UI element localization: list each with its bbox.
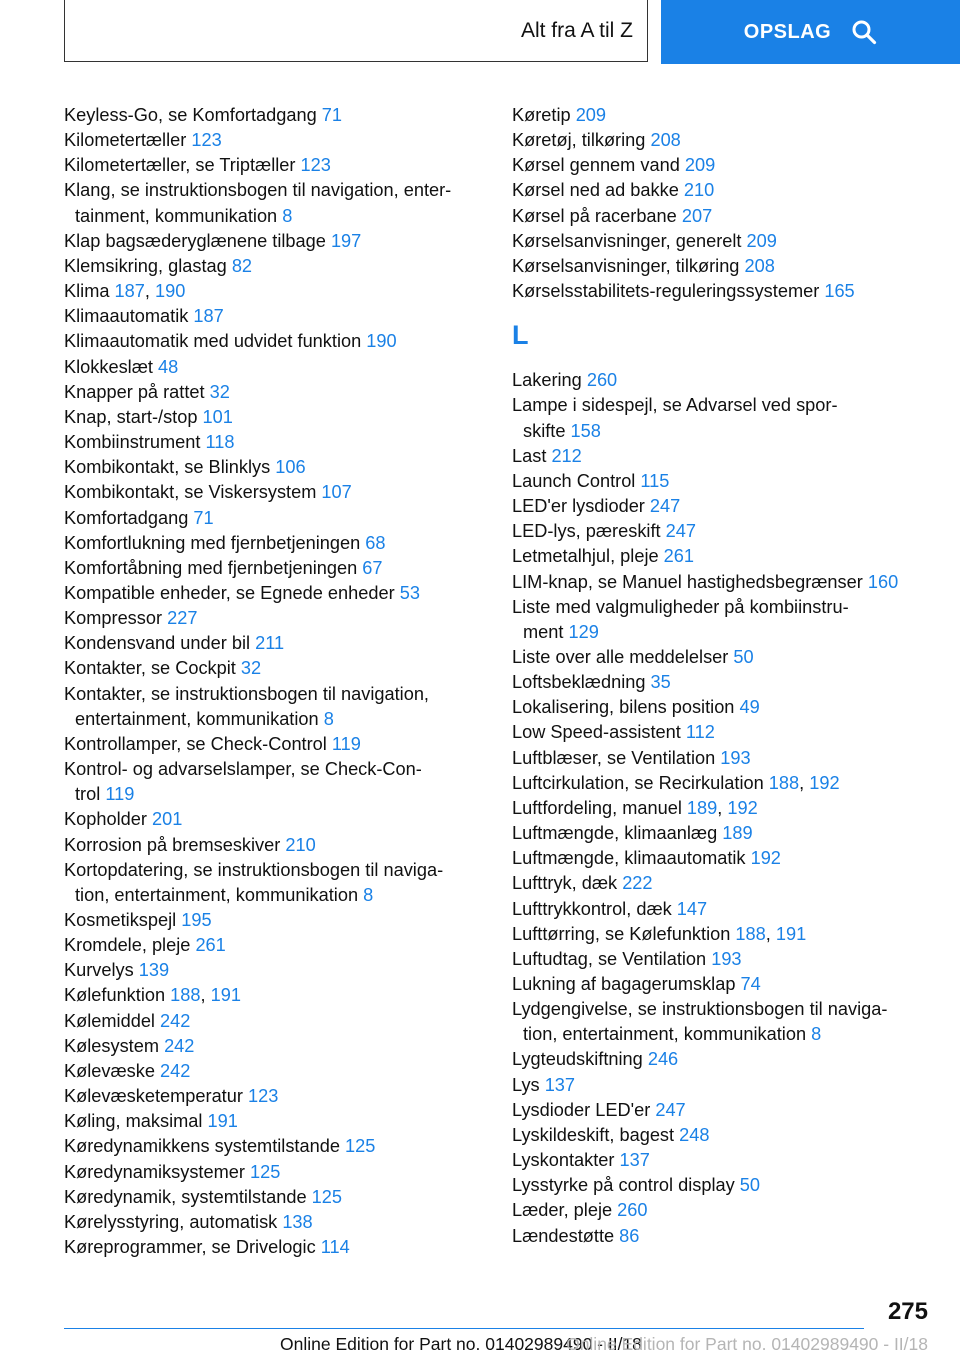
index-entry [64, 1160, 484, 1185]
page-reference-link[interactable]: 112 [685, 722, 715, 743]
section-letter-heading: L [512, 320, 529, 351]
index-entry [512, 1073, 932, 1098]
page-reference-link[interactable]: 49 [739, 697, 760, 718]
page-reference-link[interactable]: 74 [740, 974, 761, 994]
page-reference-link[interactable]: 147 [676, 898, 708, 919]
index-entry [512, 947, 932, 972]
index-entry-term: Kilometertæller [64, 130, 192, 151]
tab-search-label: OPSLAG [743, 20, 832, 43]
index-entry [64, 506, 484, 531]
index-entry [512, 469, 932, 494]
index-entry [64, 329, 484, 354]
page-reference-link[interactable]: 242 [160, 1010, 191, 1031]
index-entry-term: Kørselsanvisninger, generelt [512, 230, 747, 251]
page-reference-link[interactable]: 210 [285, 834, 316, 855]
index-entry-term: Liste over alle meddelelser [512, 646, 734, 667]
page-reference-link[interactable]: 106 [275, 457, 306, 478]
page-reference-link[interactable]: 114 [320, 1237, 350, 1258]
index-entry [512, 846, 932, 871]
edition-note: Online Edition for Part no. 01402989490 - II/18 [280, 1334, 642, 1354]
page-reference-link[interactable]: 118 [205, 432, 235, 453]
index-entry [512, 254, 932, 279]
index-entry-term: Komfortadgang [64, 507, 194, 528]
index-entry-term: Lygteudskiftning [512, 1049, 648, 1070]
index-entry [64, 933, 484, 958]
index-entry-term: Lyskildeskift, bagest [512, 1124, 680, 1145]
page-reference-link[interactable]: 192 [809, 772, 840, 793]
index-entry-term: Kølevæske [64, 1060, 161, 1081]
page-reference-link[interactable]: 189 [722, 823, 753, 844]
page-reference-link[interactable]: 119 [331, 733, 361, 754]
index-entry-term: tion, entertainment, kommunikation [523, 1024, 812, 1045]
index-entry [64, 229, 484, 254]
index-entry [512, 368, 932, 393]
page-reference-link[interactable]: 209 [575, 105, 607, 125]
page-reference-link[interactable]: 188 [170, 985, 201, 1006]
page-reference-link[interactable]: 165 [824, 281, 855, 302]
index-entry [512, 695, 932, 720]
index-entry [512, 997, 932, 1047]
index-entry-term: Kølevæsketemperatur [64, 1086, 248, 1107]
index-entry [512, 544, 932, 569]
index-entry [64, 1009, 484, 1034]
index-entry-term: Køling, maksimal [64, 1111, 208, 1132]
index-entry [512, 720, 932, 745]
index-entry-term: Luftfordeling, manuel [512, 797, 687, 818]
index-entry [64, 1134, 484, 1159]
index-entry-term: Kombiinstrument [64, 432, 206, 453]
page-reference-link[interactable]: 187 [114, 281, 145, 302]
index-entry [64, 254, 484, 279]
index-entry-term: LIM-knap, se Manuel hastighedsbegrænser [512, 571, 868, 592]
index-entry-term: Kromdele, pleje [64, 935, 196, 956]
index-entry-term: Loftsbeklædning [512, 672, 651, 693]
index-entry [512, 595, 932, 645]
tab-search[interactable] [661, 0, 960, 64]
index-entry-term: Kurvelys [64, 960, 139, 981]
index-entry [512, 1224, 932, 1249]
page-reference-link[interactable]: 107 [321, 482, 352, 503]
page-reference-link[interactable]: 86 [619, 1225, 640, 1246]
index-entry-term: tainment, kommunikation [75, 205, 283, 226]
page-reference-link[interactable]: 188 [735, 923, 766, 944]
index-column-right [512, 103, 932, 1249]
index-entry-term: Kølesystem [64, 1035, 165, 1056]
top-navigation [0, 0, 960, 66]
index-column-left [64, 103, 484, 1260]
index-entry-term: Klang, se instruktionsbogen til navigation, enter- [64, 180, 452, 201]
index-entry [512, 1198, 932, 1223]
page-reference-link[interactable]: 119 [105, 784, 135, 805]
page-reference-link[interactable]: 137 [619, 1150, 650, 1171]
index-entry [64, 908, 484, 933]
page-reference-link[interactable]: 189 [686, 797, 718, 818]
index-entry-term: LED-lys, pæreskift [512, 521, 666, 542]
index-entry [512, 821, 932, 846]
index-entry-term: Lufttrykkontrol, dæk [512, 898, 677, 919]
index-entry [512, 746, 932, 771]
index-entry-term: LED'er lysdioder [512, 496, 650, 517]
index-entry: Klima 187, 190 [64, 281, 186, 302]
footer-divider [64, 1328, 864, 1329]
page-reference-link[interactable]: 191 [210, 985, 241, 1006]
index-entry [512, 645, 932, 670]
page-reference-link[interactable]: 247 [665, 521, 696, 542]
index-entry-term: Kopholder [64, 809, 152, 830]
index-entry [64, 380, 484, 405]
index-entry [512, 393, 932, 443]
index-entry-term: trol [75, 784, 106, 805]
page-reference-link[interactable]: 32 [209, 381, 230, 402]
page-reference-link[interactable]: 192 [750, 848, 781, 869]
page-reference-link[interactable]: 222 [622, 873, 653, 894]
index-entry-term: Kontakter, se instruktionsbogen til navigation, [64, 683, 429, 704]
index-entry-term: Korrosion på bremseskiver [64, 834, 286, 855]
page-reference-link[interactable]: 207 [681, 205, 713, 226]
page-reference-link[interactable]: 190 [155, 281, 186, 302]
index-entry-term: Kørselsstabilitets-reguleringssystemer [512, 281, 825, 302]
page-reference-link[interactable]: 71 [321, 105, 343, 125]
page-reference-link[interactable]: 129 [568, 621, 599, 642]
tab-alphabetical-index[interactable] [64, 0, 648, 62]
page-reference-link[interactable]: 125 [311, 1186, 342, 1207]
index-entry-term: Keyless-Go, se Komfortadgang [64, 105, 322, 125]
page-reference-link[interactable]: 158 [570, 420, 601, 441]
index-entry-term: Kombikontakt, se Blinklys [64, 457, 276, 478]
page-reference-link[interactable]: 138 [282, 1211, 313, 1232]
index-entry [64, 606, 484, 631]
index-entry [64, 531, 484, 556]
index-entry [64, 480, 484, 505]
page-reference-link[interactable]: 190 [366, 331, 397, 352]
index-entry [512, 444, 932, 469]
page-reference-link[interactable]: 197 [330, 230, 362, 251]
page-reference-link[interactable]: 67 [362, 557, 383, 578]
index-entry [512, 153, 932, 178]
page-reference-link[interactable]: 191 [775, 923, 807, 944]
index-group-k-continued [512, 103, 932, 304]
page-reference-link[interactable]: 208 [744, 255, 775, 276]
page-reference-link[interactable]: 123 [300, 155, 331, 176]
index-entry-term: Klemsikring, glastag [64, 255, 232, 276]
page-reference-link[interactable]: 193 [720, 747, 751, 768]
page-reference-link[interactable]: 227 [167, 608, 198, 629]
page-reference-link[interactable]: 68 [365, 532, 386, 553]
index-entry [512, 972, 932, 997]
index-entry [64, 103, 484, 128]
page-reference-link[interactable]: 8 [323, 708, 334, 729]
index-entry-term: skifte [523, 420, 571, 441]
index-entry [512, 1173, 932, 1198]
page-number: 275 [887, 1298, 928, 1325]
index-entry [512, 570, 932, 595]
index-entry [512, 178, 932, 203]
index-entry-term: Liste med valgmuligheder på kombiinstru- [512, 596, 849, 617]
index-entry-term: Luftmængde, klimaanlæg [512, 823, 723, 844]
page-reference-link[interactable]: 201 [151, 809, 183, 830]
index-group-l [512, 368, 932, 1248]
index-entry-term: Lufttørring, se Kølefunktion [512, 923, 736, 944]
index-entry-term: Lysstyrke på control display [512, 1175, 740, 1196]
index-entry-term: Kontrol- og advarselslamper, se Check-Con- [64, 759, 422, 780]
index-entry-term: Lyskontakter [512, 1150, 620, 1171]
index-entry-term: Letmetalhjul, pleje [512, 546, 664, 567]
index-entry-term: Launch Control [512, 470, 641, 491]
index-entry-term: Køreprogrammer, se Drivelogic [64, 1237, 321, 1258]
page-reference-link[interactable]: 160 [867, 571, 899, 592]
page-reference-link[interactable]: 242 [164, 1035, 195, 1056]
index-entry-term: Klap bagsæderyglænene tilbage [64, 230, 331, 251]
page-reference-link[interactable]: 115 [640, 470, 670, 491]
index-entry [64, 656, 484, 681]
index-entry [64, 732, 484, 757]
page-reference-link[interactable]: 123 [191, 130, 222, 151]
page-reference-link[interactable]: 123 [247, 1086, 279, 1107]
page-reference-link[interactable]: 48 [158, 356, 179, 377]
index-entry [512, 670, 932, 695]
index-entry-term: Lukning af bagagerumsklap [512, 974, 741, 994]
page-reference-link[interactable]: 195 [181, 910, 212, 930]
index-entry-term: Klokkeslæt [64, 356, 159, 377]
index-entry-term: Lufttryk, dæk [512, 873, 623, 894]
index-entry-term: Low Speed-assistent [512, 722, 686, 743]
index-entry-term: Knap, start-/stop [64, 406, 203, 427]
index-entry [512, 1123, 932, 1148]
index-entry-term: Lys [512, 1074, 545, 1095]
page-reference-link[interactable]: 35 [650, 672, 671, 693]
page-reference-link[interactable]: 125 [345, 1136, 376, 1157]
index-entry [64, 581, 484, 606]
index-entry [64, 455, 484, 480]
index-entry-term: Kortopdatering, se instruktionsbogen til naviga- [64, 859, 444, 880]
index-entry-term: Kørselsanvisninger, tilkøring [512, 255, 745, 276]
index-entry [64, 430, 484, 455]
index-entry-term: Lydgengivelse, se instruktionsbogen til naviga- [512, 999, 888, 1020]
page-reference-link[interactable]: 53 [399, 582, 420, 603]
tab-alphabetical-index-label: Alt fra A til Z [520, 18, 633, 42]
page-reference-link[interactable]: 242 [160, 1060, 191, 1081]
page-reference-link[interactable]: 261 [663, 546, 695, 567]
index-entry-term: tion, entertainment, kommunikation [75, 884, 364, 905]
index-entry [512, 103, 932, 128]
index-entry-term: Lysdioder LED'er [512, 1099, 656, 1120]
page-reference-link[interactable]: 82 [231, 255, 253, 276]
page-reference-link[interactable]: 137 [544, 1074, 576, 1095]
page-reference-link[interactable]: 188 [768, 772, 800, 793]
page-reference-link[interactable]: 8 [811, 1024, 822, 1045]
index-entry-term: Last [512, 445, 552, 466]
index-entry [64, 757, 484, 807]
index-entry: Luftcirkulation, se Recirkulation 188, 192 [512, 772, 840, 793]
index-entry [512, 519, 932, 544]
index-entry [64, 833, 484, 858]
page-reference-link[interactable]: 261 [195, 935, 226, 956]
index-entry-term: Kompressor [64, 608, 168, 629]
index-entry [512, 1148, 932, 1173]
index-entry-term: Kondensvand under bil [64, 633, 256, 654]
index-entry-term: Kontrollamper, se Check-Control [64, 733, 332, 754]
index-entry [64, 556, 484, 581]
page-reference-link[interactable]: 247 [655, 1099, 686, 1120]
page-reference-link[interactable]: 191 [207, 1111, 238, 1132]
index-entry-term: Kørsel ned ad bakke [512, 180, 684, 201]
page-reference-link[interactable]: 187 [193, 306, 224, 327]
index-entry-term: Køretip [512, 105, 576, 125]
page-reference-link[interactable]: 260 [586, 370, 618, 391]
index-entry [64, 631, 484, 656]
page-reference-link[interactable]: 210 [683, 180, 715, 201]
index-entry [64, 1185, 484, 1210]
index-entry-term: Klima [64, 281, 115, 302]
watermark-text: Online Edition for Part no. 01402989490 - II/18 [566, 1334, 928, 1354]
index-entry [64, 304, 484, 329]
index-entry: Luftfordeling, manuel 189, 192 [512, 797, 758, 818]
page-reference-link[interactable]: 260 [617, 1200, 648, 1221]
index-entry-term: Lændestøtte [512, 1225, 620, 1246]
page-reference-link[interactable]: 71 [193, 507, 214, 528]
index-entry-term: Kørsel på racerbane [512, 205, 682, 226]
page-reference-link[interactable]: 246 [647, 1049, 679, 1070]
page-reference-link[interactable]: 208 [650, 130, 681, 151]
index-entry [64, 1084, 484, 1109]
page-reference-link[interactable]: 101 [202, 406, 233, 427]
index-entry [64, 128, 484, 153]
index-entry [512, 279, 932, 304]
index-entry-term: Kørelysstyring, automatisk [64, 1211, 283, 1232]
index-entry-term: entertainment, kommunikation [75, 708, 324, 729]
index-entry-term: Kølemiddel [64, 1010, 161, 1031]
index-entry-term: Køredynamikkens systemtilstande [64, 1136, 346, 1157]
index-entry-term: Kørsel gennem vand [512, 155, 685, 176]
page-reference-link[interactable]: 50 [733, 646, 754, 667]
index-entry: Lufttørring, se Kølefunktion 188, 191 [512, 923, 807, 944]
index-entry-term: Køredynamik, systemtilstande [64, 1186, 312, 1207]
index-entry-term: Knapper på rattet [64, 381, 210, 402]
index-entry-term: Komfortåbning med fjernbetjeningen [64, 557, 363, 578]
index-entry-term: Kompatible enheder, se Egnede enheder [64, 582, 400, 603]
page-reference-link[interactable]: 8 [282, 205, 293, 226]
index-entry-term: Læder, pleje [512, 1200, 618, 1221]
index-entry [64, 153, 484, 178]
index-entry-term: Kølefunktion [64, 985, 171, 1006]
index-entry [64, 1109, 484, 1134]
index-entry [512, 1098, 932, 1123]
page-reference-link[interactable]: 248 [679, 1124, 710, 1145]
index-entry [512, 229, 932, 254]
page-reference-link[interactable]: 139 [138, 960, 170, 981]
index-entry [64, 682, 484, 732]
index-entry [512, 897, 932, 922]
index-entry-term: Kosmetikspejl [64, 910, 182, 930]
page-reference-link[interactable]: 32 [240, 658, 262, 679]
index-entry [64, 178, 484, 228]
index-entry [64, 858, 484, 908]
index-entry-term: Komfortlukning med fjernbetjeningen [64, 532, 366, 553]
index-entry-term: Luftudtag, se Ventilation [512, 948, 712, 969]
index-entry-term: Luftcirkulation, se Recirkulation [512, 772, 769, 793]
page-reference-link[interactable]: 125 [249, 1161, 281, 1182]
index-entry-term: Kilometertæller, se Triptæller [64, 155, 301, 176]
index-entry-term: Luftblæser, se Ventilation [512, 747, 721, 768]
page-reference-link[interactable]: 211 [255, 633, 285, 654]
index-entry [64, 807, 484, 832]
index-entry [512, 128, 932, 153]
index-entry-term: Kontakter, se Cockpit [64, 658, 241, 679]
index-entry [64, 958, 484, 983]
index-entry [64, 355, 484, 380]
page-reference-link[interactable]: 192 [727, 797, 758, 818]
index-entry-term: Køretøj, tilkøring [512, 130, 651, 151]
page-reference-link[interactable]: 209 [746, 230, 777, 251]
index-entry [64, 1034, 484, 1059]
index-entry [512, 1047, 932, 1072]
index-entry [64, 1235, 484, 1260]
index-entry-term: Kombikontakt, se Viskersystem [64, 482, 322, 503]
index-entry-term: Klimaautomatik [64, 306, 194, 327]
index-entry-term: ment [523, 621, 569, 642]
index-entry [64, 1210, 484, 1235]
index-entry-term: Lakering [512, 370, 587, 391]
index-entry [64, 1059, 484, 1084]
page-reference-link[interactable]: 247 [649, 496, 681, 517]
page-reference-link[interactable]: 209 [684, 155, 716, 176]
index-entry-term: Lokalisering, bilens position [512, 697, 740, 718]
index-entry-term: Luftmængde, klimaautomatik [512, 848, 751, 869]
magnifier-icon [851, 19, 877, 45]
index-entry [512, 204, 932, 229]
page-reference-link[interactable]: 50 [739, 1175, 761, 1196]
index-entry [64, 405, 484, 430]
page-reference-link[interactable]: 193 [711, 948, 742, 969]
index-entry-term: Køredynamiksystemer [64, 1161, 250, 1182]
index-entry: Kølefunktion 188, 191 [64, 985, 241, 1006]
page-reference-link[interactable]: 8 [363, 884, 374, 905]
index-entry [512, 494, 932, 519]
index-entry-term: Klimaautomatik med udvidet funktion [64, 331, 367, 352]
index-entry-term: Lampe i sidespejl, se Advarsel ved spor- [512, 395, 838, 416]
page-reference-link[interactable]: 212 [551, 445, 582, 466]
index-entry [512, 871, 932, 896]
